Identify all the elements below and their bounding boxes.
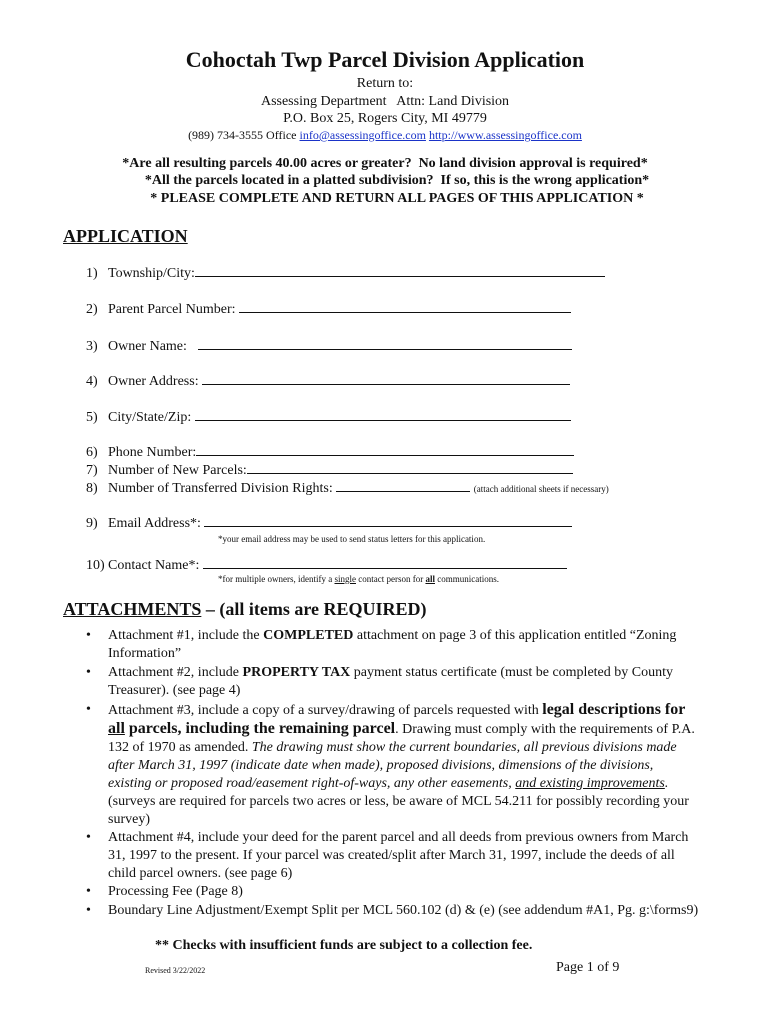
address-line: P.O. Box 25, Rogers City, MI 49779	[283, 111, 487, 126]
notice-complete: * PLEASE COMPLETE AND RETURN ALL PAGES OF THIS APPLICATION *	[150, 191, 644, 206]
field-parent-parcel	[86, 300, 571, 318]
field-contact-name	[86, 556, 567, 574]
field-city-state-zip	[86, 408, 571, 426]
field-number: 2)	[86, 302, 98, 317]
field-number: 1)	[86, 266, 98, 281]
attachment-item-2: • Attachment #2, include PROPERTY TAX payment status certificate (must be completed by County Treasurer). (see page 4)	[86, 665, 673, 698]
department-line: Assessing Department Attn: Land Division	[260, 94, 510, 109]
parent-parcel-input-line[interactable]	[239, 300, 571, 313]
owner-address-input-line[interactable]	[202, 372, 570, 385]
division-rights-input-line[interactable]	[336, 479, 470, 492]
phone-text: (989) 734-3555 Office	[188, 128, 297, 142]
attachment-item-fee: • Processing Fee (Page 8)	[86, 884, 243, 899]
field-township	[86, 264, 605, 282]
return-to-label: Return to:	[356, 76, 414, 91]
field-number: 3)	[86, 339, 98, 354]
bullet: •	[86, 884, 91, 899]
contact-line	[0, 128, 770, 143]
field-label: Email Address*:	[108, 516, 201, 531]
field-email	[86, 514, 572, 532]
field-number: 9)	[86, 516, 98, 531]
field-owner-name	[86, 337, 572, 355]
owner-name-input-line[interactable]	[198, 337, 572, 350]
field-label: Number of New Parcels:	[108, 463, 247, 478]
bullet: •	[86, 702, 91, 717]
application-heading: APPLICATION	[63, 226, 188, 246]
email-input-line[interactable]	[204, 514, 572, 527]
field-label: Parent Parcel Number:	[108, 302, 236, 317]
attachments-heading: ATTACHMENTS – (all items are REQUIRED)	[63, 599, 427, 619]
field-number: 4)	[86, 374, 98, 389]
revised-date: Revised 3/22/2022	[145, 966, 206, 975]
attachment-item-3: • Attachment #3, include a copy of a survey/drawing of parcels requested with legal descriptions for all parcels, including the remaining parcel. Drawing must comply with the requirements of P.A. 132 of 1970 as amended. The drawing must show the current boundaries, all previous divisions made after March 31, 1997 (indicate date when made), proposed divisions, dimensions of the divisions, existing or proposed road/easement right-of-ways, any other easements, and existing improvements. (surveys are required for parcels two acres or less, be aware of MCL 54.211 for possibly recording your survey)	[86, 701, 695, 827]
field-number: 6)	[86, 445, 98, 460]
city-state-zip-input-line[interactable]	[195, 408, 571, 421]
email-note: *your email address may be used to send status letters for this application.	[218, 534, 486, 544]
document-title: Cohoctah Twp Parcel Division Application	[185, 47, 585, 72]
bullet: •	[86, 628, 91, 643]
field-note: (attach additional sheets if necessary)	[473, 484, 609, 494]
website-link[interactable]: http://www.assessingoffice.com	[428, 128, 582, 142]
field-label: Owner Name:	[108, 339, 187, 354]
field-label: Owner Address:	[108, 374, 199, 389]
field-phone	[86, 443, 574, 461]
field-label: City/State/Zip:	[108, 410, 192, 425]
attachment-item-4: • Attachment #4, include your deed for the parent parcel and all deeds from previous owners from March 31, 1997 to the present. If your parcel was created/split after March 31, 1997, include the deeds of all child parcel owners. (see page 6)	[86, 830, 689, 881]
attachment-item-boundary: • Boundary Line Adjustment/Exempt Split per MCL 560.102 (d) & (e) (see addendum #A1, Pg. g:\forms9)	[86, 903, 699, 918]
notice-acres: *Are all resulting parcels 40.00 acres or greater? No land division approval is required*	[122, 156, 648, 171]
bullet: •	[86, 665, 91, 680]
field-number: 5)	[86, 410, 98, 425]
field-label: Phone Number:	[108, 445, 197, 460]
field-number: 7)	[86, 463, 98, 478]
field-division-rights	[86, 479, 609, 497]
field-owner-address	[86, 372, 570, 390]
field-label: Township/City:	[108, 266, 195, 281]
field-label: Contact Name*:	[108, 558, 200, 573]
field-new-parcels	[86, 461, 573, 479]
bullet: •	[86, 830, 91, 845]
township-input-line[interactable]	[195, 264, 605, 277]
new-parcels-input-line[interactable]	[247, 461, 573, 474]
attachment-item-1: • Attachment #1, include the COMPLETED attachment on page 3 of this application entitled “Zoning Information”	[86, 628, 677, 661]
page-number: Page 1 of 9	[556, 960, 620, 975]
email-link[interactable]: info@assessingoffice.com	[299, 128, 426, 142]
checks-note: ** Checks with insufficient funds are subject to a collection fee.	[155, 938, 533, 953]
field-number: 8)	[86, 481, 98, 496]
field-number: 10)	[86, 558, 105, 573]
bullet: •	[86, 903, 91, 918]
phone-input-line[interactable]	[196, 443, 574, 456]
contact-note: *for multiple owners, identify a single contact person for all communications.	[218, 574, 499, 584]
field-label: Number of Transferred Division Rights:	[108, 481, 333, 496]
contact-name-input-line[interactable]	[203, 556, 567, 569]
notice-platted: *All the parcels located in a platted subdivision? If so, this is the wrong application*	[144, 173, 650, 188]
